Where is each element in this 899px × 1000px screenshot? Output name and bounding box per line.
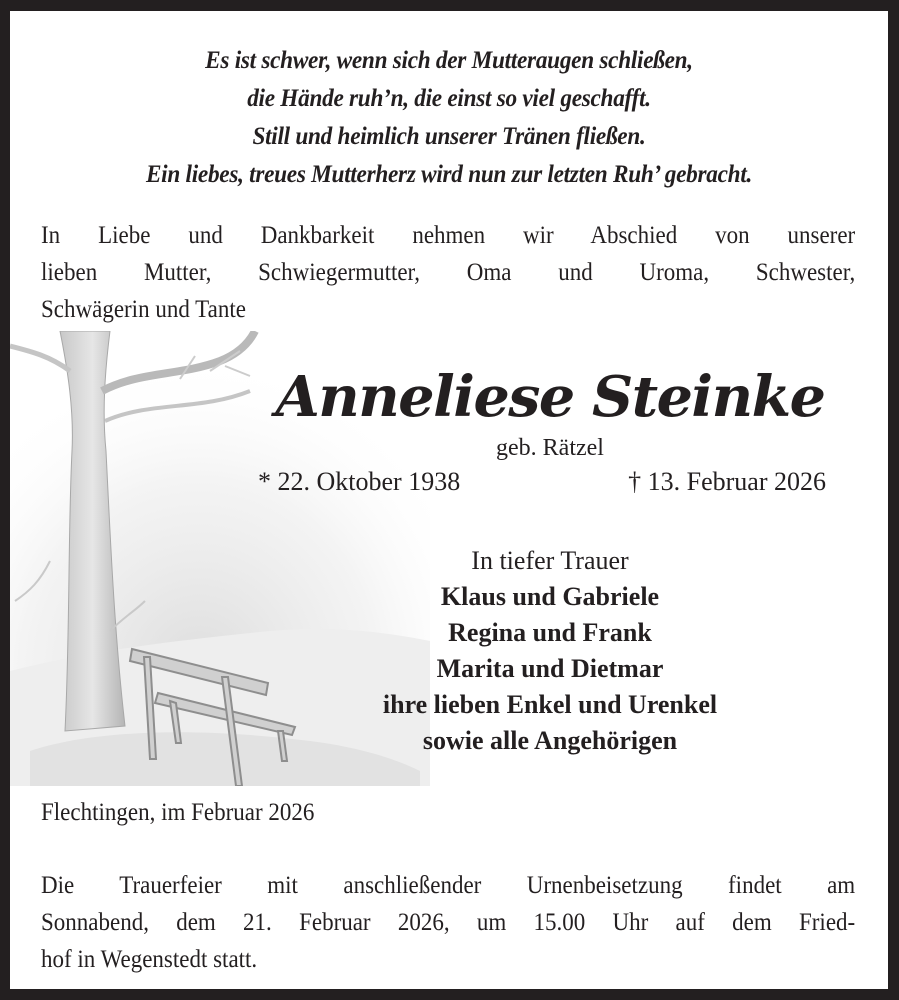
intro-line: Schwägerin und Tante <box>41 296 246 323</box>
mourner-entry: sowie alle Angehörigen <box>422 726 678 755</box>
intro-line: lieben Mutter, Schwiegermutter, Oma und Uroma, Schwester, <box>41 259 856 286</box>
poem-line: Ein liebes, treues Mutterherz wird nun zur letzten Ruh’ gebracht. <box>145 161 753 188</box>
mourners-list <box>300 543 800 759</box>
mourners-lead: In tiefer Trauer <box>471 546 629 575</box>
mourner-entry: Klaus und Gabriele <box>440 582 660 611</box>
place-date: Flechtingen, im Februar 2026 <box>41 799 315 826</box>
service-details <box>41 867 856 978</box>
maiden-name: geb. Rätzel <box>496 435 604 461</box>
mourner-entry: ihre lieben Enkel und Urenkel <box>382 690 718 719</box>
poem <box>10 42 888 194</box>
service-line: Sonnabend, dem 21. Februar 2026, um 15.00 Uhr auf dem Fried- <box>41 909 856 936</box>
poem-line: die Hände ruh’n, die einst so viel geschafft. <box>247 85 651 112</box>
death-date: † 13. Februar 2026 <box>628 467 826 496</box>
intro-text <box>41 217 856 328</box>
service-line: hof in Wegenstedt statt. <box>41 946 258 973</box>
mourner-entry: Regina und Frank <box>448 618 652 647</box>
birth-date: * 22. Oktober 1938 <box>258 467 461 496</box>
intro-line: In Liebe und Dankbarkeit nehmen wir Abschied von unserer <box>41 222 856 249</box>
poem-line: Es ist schwer, wenn sich der Mutteraugen schließen, <box>205 47 693 74</box>
deceased-name: Anneliese Steinke <box>275 364 825 430</box>
mourner-entry: Marita und Dietmar <box>436 654 664 683</box>
poem-line: Still und heimlich unserer Tränen fließen. <box>252 123 646 150</box>
obituary-notice <box>10 11 888 989</box>
service-line: Die Trauerfeier mit anschließender Urnenbeisetzung findet am <box>41 872 856 899</box>
